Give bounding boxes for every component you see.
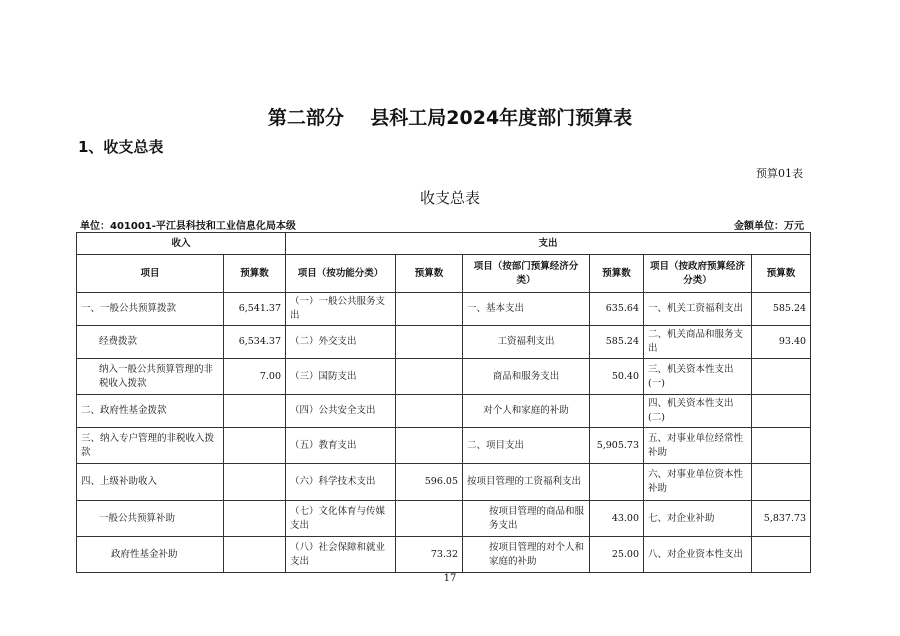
table-cell: 纳入一般公共预算管理的非税收入拨款 [77, 359, 224, 395]
table-cell: 一、机关工资福利支出 [644, 293, 752, 326]
table-cell: 5,837.73 [752, 501, 811, 537]
table-cell: 585.24 [590, 326, 644, 359]
form-number: 预算01表 [756, 167, 803, 180]
table-cell [752, 395, 811, 428]
table-cell: 二、项目支出 [463, 428, 590, 464]
table-cell: 7.00 [224, 359, 286, 395]
table-cell: 八、对企业资本性支出 [644, 537, 752, 573]
table-cell: 635.64 [590, 293, 644, 326]
table-cell [224, 428, 286, 464]
table-row [77, 326, 811, 359]
table-cell [396, 293, 463, 326]
col-header: 项目（按功能分类） [286, 255, 396, 293]
table-cell [752, 464, 811, 501]
table-cell: （七）文化体育与传媒支出 [286, 501, 396, 537]
table-cell: 596.05 [396, 464, 463, 501]
table-cell: （六）科学技术支出 [286, 464, 396, 501]
table-cell: 25.00 [590, 537, 644, 573]
table-cell: 6,541.37 [224, 293, 286, 326]
table-cell: 二、政府性基金拨款 [77, 395, 224, 428]
table-cell: 50.40 [590, 359, 644, 395]
table-cell: 93.40 [752, 326, 811, 359]
budget-table [76, 232, 811, 573]
expense-header: 支出 [286, 233, 811, 255]
table-cell [752, 428, 811, 464]
table-cell: （一）一般公共服务支出 [286, 293, 396, 326]
table-cell: 一、一般公共预算拨款 [77, 293, 224, 326]
table-row [77, 537, 811, 573]
table-cell: （三）国防支出 [286, 359, 396, 395]
table-cell: 三、纳入专户管理的非税收入拨款 [77, 428, 224, 464]
table-cell: 43.00 [590, 501, 644, 537]
col-header: 项目（按部门预算经济分类） [463, 255, 590, 293]
page-number: 17 [443, 573, 457, 584]
table-cell: （八）社会保障和就业支出 [286, 537, 396, 573]
table-row [77, 359, 811, 395]
table-row [77, 428, 811, 464]
table-cell: 对个人和家庭的补助 [463, 395, 590, 428]
table-cell: 四、上级补助收入 [77, 464, 224, 501]
table-cell [752, 537, 811, 573]
table-cell: 73.32 [396, 537, 463, 573]
table-cell [224, 464, 286, 501]
table-cell [396, 428, 463, 464]
table-cell: 五、对事业单位经常性补助 [644, 428, 752, 464]
table-cell: 商品和服务支出 [463, 359, 590, 395]
amount-unit-label: 金额单位：万元 [734, 221, 804, 232]
table-cell: 按项目管理的商品和服务支出 [463, 501, 590, 537]
unit-label: 单位：401001-平江县科技和工业信息化局本级 [80, 221, 296, 232]
table-title: 收支总表 [419, 189, 480, 207]
table-cell: （四）公共安全支出 [286, 395, 396, 428]
col-header: 预算数 [396, 255, 463, 293]
table-cell: 经费拨款 [77, 326, 224, 359]
table-cell: 6,534.37 [224, 326, 286, 359]
income-header: 收入 [77, 233, 286, 255]
table-cell [590, 395, 644, 428]
table-cell [396, 326, 463, 359]
col-header: 预算数 [752, 255, 811, 293]
table-cell: 5,905.73 [590, 428, 644, 464]
table-row [77, 395, 811, 428]
table-cell [224, 501, 286, 537]
table-cell: 六、对事业单位资本性补助 [644, 464, 752, 501]
table-cell: 按项目管理的对个人和家庭的补助 [463, 537, 590, 573]
table-cell: 工资福利支出 [463, 326, 590, 359]
table-cell [752, 359, 811, 395]
table-cell: 四、机关资本性支出(二) [644, 395, 752, 428]
table-cell: （二）外交支出 [286, 326, 396, 359]
table-cell: 一、基本支出 [463, 293, 590, 326]
table-cell: （五）教育支出 [286, 428, 396, 464]
table-row [77, 293, 811, 326]
col-header: 预算数 [224, 255, 286, 293]
table-cell: 一般公共预算补助 [77, 501, 224, 537]
table-cell [224, 395, 286, 428]
table-cell: 按项目管理的工资福利支出 [463, 464, 590, 501]
col-header: 项目（按政府预算经济分类） [644, 255, 752, 293]
table-cell [396, 359, 463, 395]
part-title: 第二部分 县科工局2024年度部门预算表 [267, 107, 633, 129]
table-cell: 三、机关资本性支出(一) [644, 359, 752, 395]
table-row [77, 501, 811, 537]
table-cell [224, 537, 286, 573]
table-cell [590, 464, 644, 501]
col-header: 预算数 [590, 255, 644, 293]
table-cell: 585.24 [752, 293, 811, 326]
col-header: 项目 [77, 255, 224, 293]
table-row [77, 464, 811, 501]
table-cell: 七、对企业补助 [644, 501, 752, 537]
section-title: 1、收支总表 [78, 138, 164, 156]
table-cell: 二、机关商品和服务支出 [644, 326, 752, 359]
table-cell [396, 501, 463, 537]
table-cell [396, 395, 463, 428]
table-cell: 政府性基金补助 [77, 537, 224, 573]
